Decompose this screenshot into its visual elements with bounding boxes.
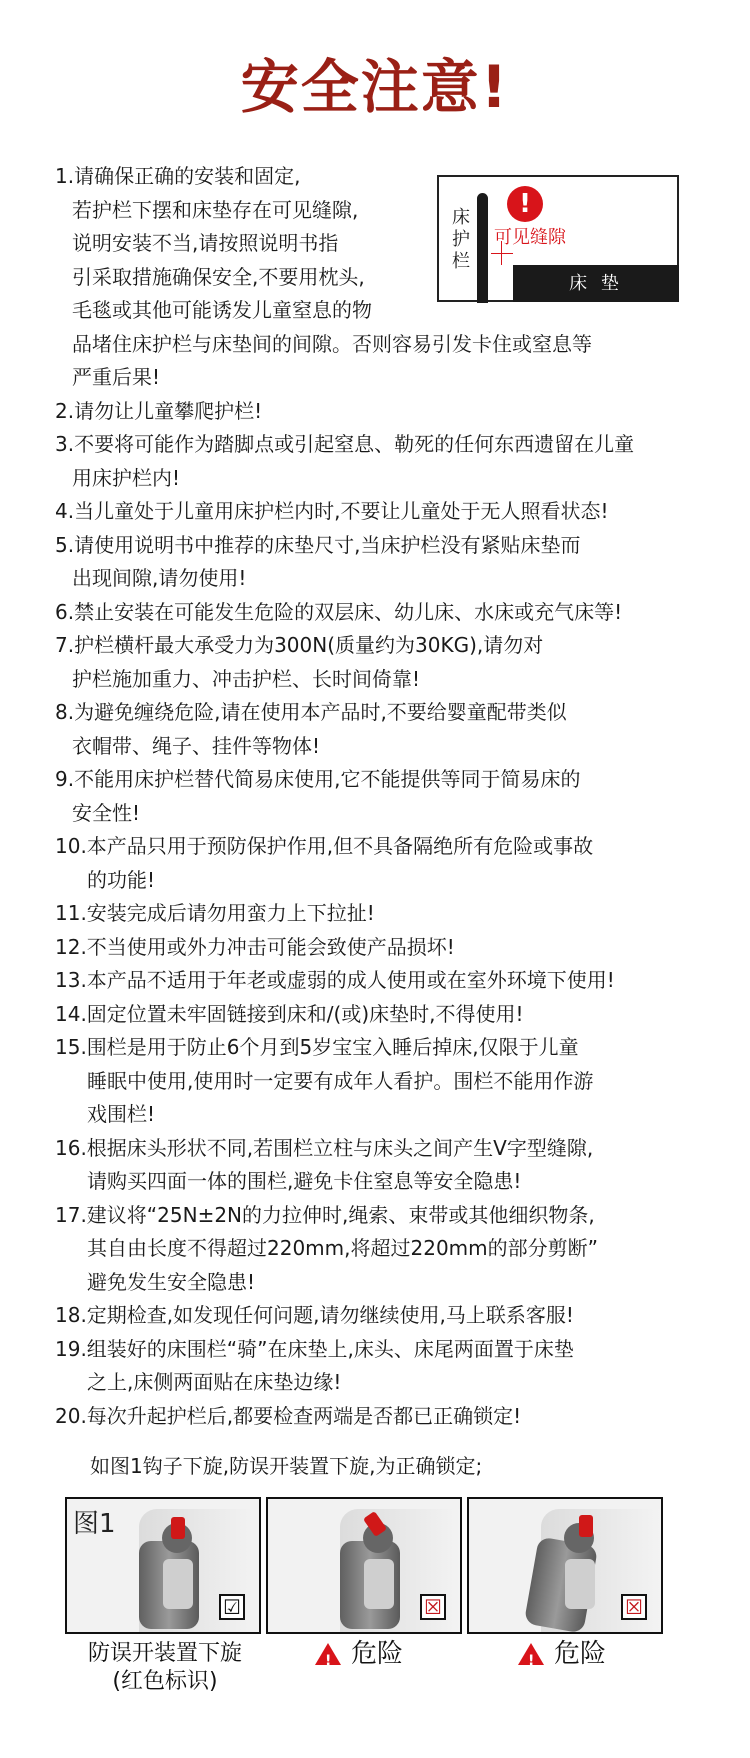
lock-photo-danger-2 [467,1497,663,1634]
rule-first-line: 19.组装好的床围栏“骑”在床垫上,床头、床尾两面置于床垫 [55,1336,574,1361]
latch-plate [364,1559,394,1609]
rule-item [55,596,705,630]
rule-continuation-line: 严重后果! [72,365,161,389]
cross-mark-icon: ☒ [621,1594,647,1620]
rule-item [55,998,705,1032]
rule-continuation-line: 若护栏下摆和床垫存在可见缝隙, [72,197,359,222]
photo-caption-danger [518,1640,606,1668]
cross-mark-icon: ☒ [420,1594,446,1620]
rule-continuation-line: 品堵住床护栏与床垫间的间隙。否则容易引发卡住或窒息等 [72,331,592,356]
rule-continuation-line: 出现间隙,请勿使用! [72,566,247,590]
rule-continuation-line: 其自由长度不得超过220mm,将超过220mm的部分剪断” [87,1236,598,1260]
rule-first-line: 1.请确保正确的安装和固定, [55,164,301,188]
danger-label: 危险 [351,1639,404,1669]
rule-first-line: 6.禁止安装在可能发生危险的双层床、幼儿床、水床或充气床等! [55,599,623,624]
red-safety-catch [171,1517,185,1539]
rule-continuation-line: 睡眠中使用,使用时一定要有成年人看护。围栏不能用作游 [87,1068,594,1093]
rule-first-line: 18.定期检查,如发现任何问题,请勿继续使用,马上联系客服! [55,1303,574,1327]
rule-item [55,395,705,429]
rule-first-line: 20.每次升起护栏后,都要检查两端是否都已正确锁定! [55,1403,522,1428]
rule-first-line: 16.根据床头形状不同,若围栏立柱与床头之间产生V字型缝隙, [55,1135,594,1160]
rule-item [55,1199,705,1300]
rule-item [55,763,705,830]
figure-label: 图1 [73,1509,116,1539]
gap-marker-line [491,253,513,254]
rule-item [55,1132,705,1199]
rule-continuation-line: 避免发生安全隐患! [87,1269,256,1294]
caption-line: 防误开装置下旋 [87,1641,242,1666]
rule-continuation-line: 护栏施加重力、冲击护栏、长时间倚靠! [72,666,421,691]
rule-first-line: 12.不当使用或外力冲击可能会致使产品损坏! [55,934,455,959]
rule-first-line: 9.不能用床护栏替代简易床使用,它不能提供等同于简易床的 [55,767,581,791]
rule-continuation-line: 的功能! [87,867,156,892]
rule-first-line: 3.不要将可能作为踏脚点或引起窒息、勒死的任何东西遗留在儿童 [55,432,635,456]
rule-continuation-line: 用床护栏内! [72,465,181,490]
rule-first-line: 7.护栏横杆最大承受力为300N(质量约为30KG),请勿对 [55,633,544,657]
rule-first-line: 8.为避免缠绕危险,请在使用本产品时,不要给婴童配带类似 [55,700,567,724]
rule-first-line: 10.本产品只用于预防保护作用,但不具备隔绝所有危险或事故 [55,834,594,858]
rule-continuation-line: 说明安装不当,请按照说明书指 [72,231,339,255]
rule-continuation-line: 戏围栏! [87,1102,156,1126]
lock-instruction: 如图1钩子下旋,防误开装置下旋,为正确锁定; [90,1454,483,1478]
caption-line: (红色标识) [112,1669,218,1694]
lock-photo-correct [65,1497,261,1634]
warning-triangle-icon: ! [518,1643,544,1665]
latch-plate [565,1559,595,1609]
warning-triangle-icon: ! [315,1643,341,1665]
red-safety-catch [579,1515,593,1537]
rule-item [55,529,705,596]
rule-continuation-line: 衣帽带、绳子、挂件等物体! [72,733,321,758]
gap-label: 可见缝隙 [494,227,566,248]
rule-item [55,1031,705,1132]
rule-continuation-line: 请购买四面一体的围栏,避免卡住窒息等安全隐患! [87,1169,522,1193]
rule-item [55,428,705,495]
rule-first-line: 17.建议将“25N±2N的力拉伸时,绳索、束带或其他细织物条, [55,1202,595,1227]
rule-item [55,1299,705,1333]
rule-item [55,931,705,965]
danger-label: 危险 [554,1639,607,1669]
safety-rules-list [55,160,705,1433]
rule-item [55,964,705,998]
rule-continuation-line: 之上,床侧两面贴在床垫边缘! [87,1370,342,1394]
rule-continuation-line: 安全性! [72,800,141,825]
rule-first-line: 2.请勿让儿童攀爬护栏! [55,398,263,423]
check-mark-icon: ☑ [219,1594,245,1620]
rule-first-line: 5.请使用说明书中推荐的床垫尺寸,当床护栏没有紧贴床垫而 [55,532,581,557]
rule-first-line: 13.本产品不适用于年老或虚弱的成人使用或在室外环境下使用! [55,968,615,992]
exclamation-circle-icon: ! [507,186,543,222]
rule-first-line: 4.当儿童处于儿童用床护栏内时,不要让儿童处于无人照看状态! [55,499,609,523]
gap-diagram [437,175,679,302]
latch-plate [163,1559,193,1609]
photo-caption-danger [315,1640,403,1668]
rule-item [55,629,705,696]
rule-first-line: 15.围栏是用于防止6个月到5岁宝宝入睡后掉床,仅限于儿童 [55,1035,579,1059]
photo-caption-correct [65,1640,265,1696]
rule-item [55,1400,705,1434]
lock-photo-danger-1 [266,1497,462,1634]
rule-first-line: 14.固定位置未牢固链接到床和/(或)床垫时,不得使用! [55,1001,524,1026]
rule-item [55,696,705,763]
rule-item [55,495,705,529]
rule-continuation-line: 引采取措施确保安全,不要用枕头, [72,264,365,289]
rule-first-line: 11.安装完成后请勿用蛮力上下拉扯! [55,901,375,925]
mattress-label: 床 垫 [513,265,679,302]
rail-label: 床护栏 [452,207,470,272]
rule-item [55,1333,705,1400]
rule-item [55,897,705,931]
rule-continuation-line: 毛毯或其他可能诱发儿童窒息的物 [72,298,372,322]
rule-item [55,830,705,897]
page-title: 安全注意! [240,53,510,121]
rail-post [477,193,488,303]
